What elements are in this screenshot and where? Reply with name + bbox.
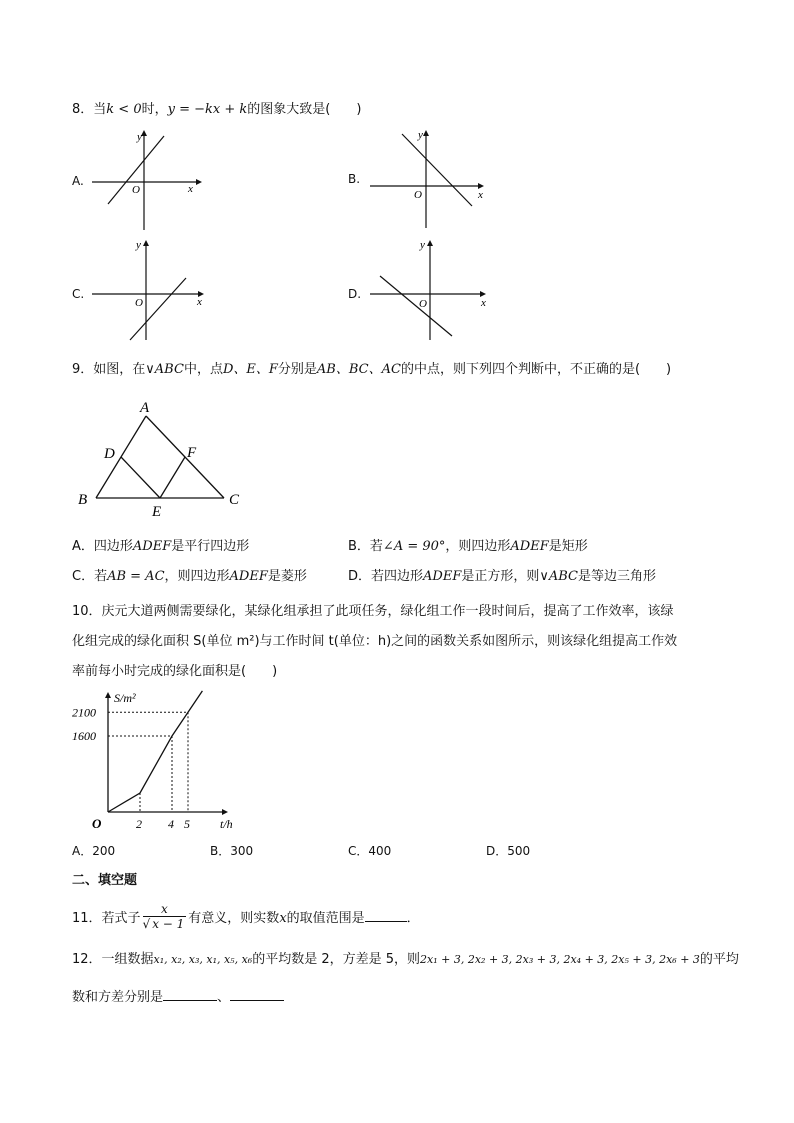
origin-label: O xyxy=(414,189,422,201)
q9-option-b[interactable]: B．若∠A = 90°，则四边形ADEF是矩形 xyxy=(348,539,588,554)
q11-fraction: $\frac{x}{√ x - 1}$ xyxy=(142,901,185,931)
y-label: y xyxy=(137,131,142,143)
q11-stem: 11．若式子 $\frac{x}{√ x - 1}$ 有意义，则实数x的取值范围是 ． xyxy=(72,901,420,931)
q11-answer-blank[interactable] xyxy=(365,907,407,922)
y-label: y xyxy=(418,129,423,141)
q12-answer-blank-mean[interactable] xyxy=(163,986,217,1001)
q9-triangle-figure xyxy=(76,394,256,520)
q12-answer-blank-variance[interactable] xyxy=(230,986,284,1001)
q9-option-c[interactable]: C．若AB = AC，则四边形ADEF是菱形 xyxy=(72,569,307,584)
point-f-label: F xyxy=(187,445,197,461)
section-title: 二、填空题 xyxy=(72,873,138,888)
y-tick-label: 1600 xyxy=(72,729,96,743)
origin-label: O xyxy=(132,184,140,196)
q8-option-a-label[interactable]: A. xyxy=(72,174,84,188)
q10-stem-line2: 化组完成的绿化面积 S(单位 m²)与工作时间 t(单位：h)之间的函数关系如图所示，则该绿化组提高工作效 xyxy=(72,634,678,649)
x-axis-label: t/h xyxy=(220,817,233,831)
q9-stem: 9．如图，在∨ABC中，点D、E、F分别是AB、BC、AC的中点，则下列四个判断中，不正确的是( ) xyxy=(72,362,672,377)
q10-stem-line1: 10．庆元大道两侧需要绿化，某绿化组承担了此项任务，绿化组工作一段时间后，提高了工作效率，该绿 xyxy=(72,604,674,619)
q8-option-b-graph[interactable] xyxy=(368,126,492,232)
q8-option-a-graph[interactable] xyxy=(90,126,210,232)
q8-c-line xyxy=(130,278,186,340)
y-axis-label: S/m² xyxy=(114,691,136,705)
y-axis-arrow xyxy=(105,692,111,698)
point-c-label: C xyxy=(229,492,240,508)
point-b-label: B xyxy=(78,492,88,508)
x-tick-label: 5 xyxy=(184,817,190,831)
q10-option-c[interactable]: C．400 xyxy=(348,844,392,858)
x-label: x xyxy=(478,189,483,201)
x-tick-label: 2 xyxy=(136,817,142,831)
q10-chart xyxy=(72,688,272,836)
q10-option-b[interactable]: B．300 xyxy=(210,844,254,858)
point-e-label: E xyxy=(152,504,162,520)
q8-option-d-graph[interactable] xyxy=(368,236,494,342)
x-label: x xyxy=(188,183,193,195)
q12-stem-line2: 数和方差分别是 、 xyxy=(72,986,284,1008)
q8-option-b-label[interactable]: B. xyxy=(348,172,361,186)
q8-option-c-graph[interactable] xyxy=(90,236,214,342)
x-axis-arrow xyxy=(222,809,228,815)
point-d-label: D xyxy=(104,446,115,462)
q9-option-d[interactable]: D．若四边形ADEF是正方形，则∨ABC是等边三角形 xyxy=(348,569,657,584)
q10-option-a[interactable]: A．200 xyxy=(72,844,116,858)
q8-option-d-label[interactable]: D. xyxy=(348,287,362,301)
q8-stem: 8．当k < 0时，y = −kx + k的图象大致是( ) xyxy=(72,102,362,117)
y-tick-label: 2100 xyxy=(72,705,96,720)
y-label: y xyxy=(136,239,141,251)
origin-label: O xyxy=(135,297,143,309)
x-tick-label: 4 xyxy=(168,817,174,831)
q9-option-a[interactable]: A．四边形ADEF是平行四边形 xyxy=(72,539,250,554)
q10-option-d[interactable]: D．500 xyxy=(486,844,531,858)
q8-b-line xyxy=(402,134,472,206)
y-label: y xyxy=(420,239,425,251)
q8-d-line xyxy=(380,276,452,336)
origin-label: O xyxy=(419,298,427,310)
q8-option-c-label[interactable]: C. xyxy=(72,287,85,301)
x-label: x xyxy=(481,297,486,309)
origin-label: O xyxy=(92,816,102,831)
q12-stem-line1: 12．一组数据x₁, x₂, x₃, x₁, x₅, x₆的平均数是 2，方差是 5，则2x₁ + 3, 2x₂ + 3, 2x₃ + 3, 2x₄ + 3, 2x₅ + 3, 2x₆ + 3的平均 xyxy=(72,952,739,967)
q10-stem-line3: 率前每小时完成的绿化面积是( ) xyxy=(72,664,278,679)
point-a-label: A xyxy=(140,400,150,416)
x-label: x xyxy=(197,296,202,308)
